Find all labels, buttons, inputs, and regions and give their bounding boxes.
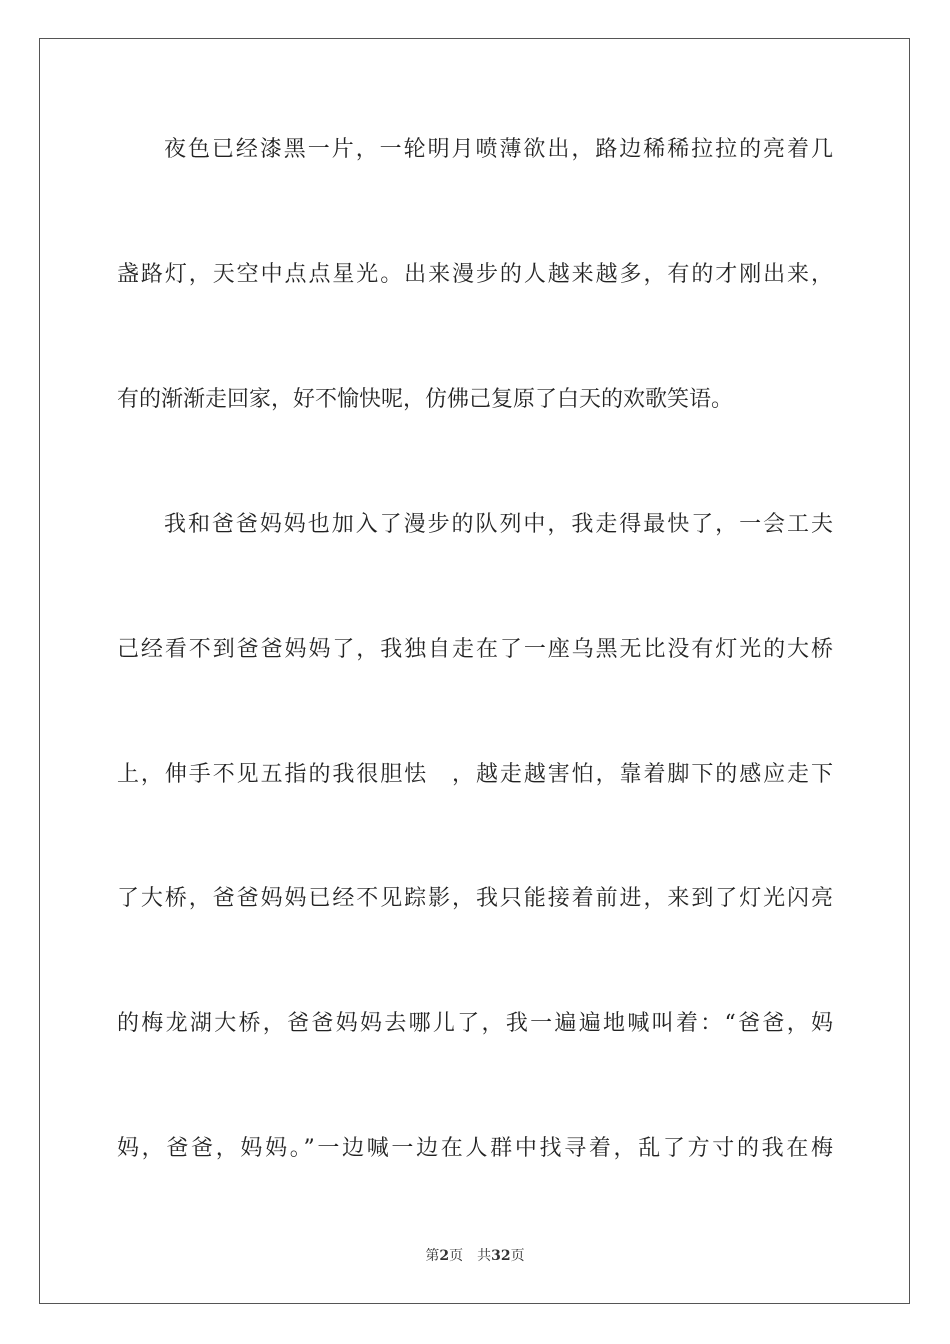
total-prefix: 共 xyxy=(477,1248,492,1264)
page-total: 32 xyxy=(491,1248,511,1264)
paragraph-2-line-3: 上，伸手不见五指的我很胆怯 ，越走越害怕，靠着脚下的感应走下 xyxy=(117,762,833,787)
page-current: 2 xyxy=(439,1248,450,1264)
paragraph-1-line-2: 盏路灯，天空中点点星光。出来漫步的人越来越多，有的才刚出来， xyxy=(117,262,833,287)
page-unit: 页 xyxy=(449,1248,464,1264)
page-frame xyxy=(39,38,910,1304)
page-prefix: 第 xyxy=(425,1248,440,1264)
page-footer xyxy=(0,1246,950,1266)
total-unit: 页 xyxy=(510,1248,525,1264)
paragraph-1-line-3: 有的渐渐走回家，好不愉快呢，仿佛己复原了白天的欢歌笑语。 xyxy=(117,387,734,412)
paragraph-2-line-6: 妈，爸爸，妈妈。”一边喊一边在人群中找寻着，乱了方寸的我在梅 xyxy=(117,1136,833,1161)
paragraph-2-line-4: 了大桥，爸爸妈妈已经不见踪影，我只能接着前进，来到了灯光闪亮 xyxy=(117,886,833,911)
paragraph-2-line-1: 我和爸爸妈妈也加入了漫步的队列中，我走得最快了，一会工夫 xyxy=(164,512,833,537)
paragraph-2-line-5: 的梅龙湖大桥，爸爸妈妈去哪儿了，我一遍遍地喊叫着：“爸爸，妈 xyxy=(117,1011,833,1036)
paragraph-1-line-1: 夜色已经漆黑一片，一轮明月喷薄欲出，路边稀稀拉拉的亮着几 xyxy=(164,137,833,162)
paragraph-2-line-2: 己经看不到爸爸妈妈了，我独自走在了一座乌黑无比没有灯光的大桥 xyxy=(117,637,833,662)
